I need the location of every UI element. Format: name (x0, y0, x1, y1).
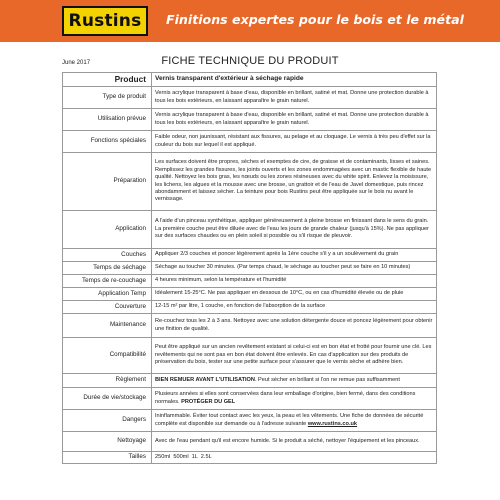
row-label: Compatibilité (63, 338, 152, 374)
row-value: Vernis acrylique transparent à base d'eau, disponible en brillant, satiné et mat. Donne une protection durable à tous les bois extérieurs, en laissant apparaître le grain naturel. (152, 87, 437, 109)
row-value: Avec de l'eau pendant qu'il est encore humide. Si le produit a séché, nettoyer l'équipement et les pinceaux. (152, 432, 437, 452)
table-row (63, 249, 437, 262)
table-row (63, 109, 437, 131)
table-row (63, 410, 437, 432)
row-label: Type de produit (63, 87, 152, 109)
row-label: Product (63, 73, 152, 87)
row-value (152, 410, 437, 432)
row-value: A l'aide d'un pinceau synthétique, appliquer généreusement à pleine brosse en finissant dans le sens du grain. La première couche peut être diluée avec de l'eau les jours de grande chaleur (jusqu'à 15%). Ne pas appliquer sur des surfaces chaudes ou en plein soleil si possible ou s'il risque de pleuvoir. (152, 211, 437, 249)
table-row (63, 314, 437, 338)
row-label: Application Temp (63, 288, 152, 301)
row-value: Re-couchez tous les 2 à 3 ans. Nettoyez avec une solution détergente douce et poncez légèrement pour obtenir une finition de qualité. (152, 314, 437, 338)
document-date: June 2017 (62, 60, 91, 66)
spec-table (62, 72, 437, 464)
row-value: 250ml 500ml 1L 2.5L (152, 452, 437, 464)
row-value: Les surfaces doivent être propres, sèches et exemptes de cire, de graisse et de contaminants, lisses et saines. Remplissez les grandes fissures, les joints ouverts et les zones endommagées avec un mastic flexible de haute qualité. Nettoyez les bois gras, les nœuds ou les zones résineuses avec du white spirit. Enlevez la moisissure, les lichens, les algues et la mousse avec une brosse, un grattoir et de l'eau de Javel domestique, puis rincez abondamment et laissez sécher. La teinture pour bois Rustins peut être appliquée sur le bois nu avant le vernissage. (152, 153, 437, 211)
row-value (152, 388, 437, 410)
table-row (63, 432, 437, 452)
row-label: Durée de vie/stockage (63, 388, 152, 410)
rustins-website-link[interactable]: www.rustins.co.uk (307, 420, 358, 427)
row-label: Application (63, 211, 152, 249)
document-title: FICHE TECHNIQUE DU PRODUIT (161, 55, 339, 67)
row-value: Peut être appliqué sur un ancien revêtement existant si celui-ci est en bon état et frotté pour fournir une clé. Les revêtements qui ne sont pas en bon état doivent être enlevés. En cas d'application sur des produits de préservation du bois, tester sur une petite surface pour s'assurer que le vernis sèche et adhère bien. (152, 338, 437, 374)
storage-note: Plusieurs années si elles sont conservées dans leur emballage d'origine, bien fermé, dans des conditions normales. (155, 391, 416, 405)
table-row (63, 73, 437, 87)
table-row (63, 288, 437, 301)
settlement-note: . Peut sécher en brillant si l'on ne remue pas suffisamment (254, 376, 400, 383)
frost-warning: PROTÉGER DU GEL (181, 398, 236, 405)
table-row (63, 374, 437, 388)
row-label: Nettoyage (63, 432, 152, 452)
row-label: Règlement (63, 374, 152, 388)
stir-warning: BIEN REMUER AVANT L'UTILISATION (155, 376, 255, 383)
row-label: Tailles (63, 452, 152, 464)
table-row (63, 262, 437, 275)
row-label: Couverture (63, 301, 152, 314)
brand-name: Rustins (68, 11, 142, 31)
table-row (63, 338, 437, 374)
table-row (63, 131, 437, 153)
brand-tagline: Finitions expertes pour le bois et le métal (166, 12, 464, 27)
row-value: 12-15 m² par litre, 1 couche, en fonction de l'absorption de la surface (152, 301, 437, 314)
row-value: Vernis acrylique transparent à base d'eau, disponible en brillant, satiné et mat. Donne une protection durable à tous les bois extérieurs, en laissant apparaître le grain naturel. (152, 109, 437, 131)
row-value: 4 heures minimum, selon la température et l'humidité (152, 275, 437, 288)
row-label: Dangers (63, 410, 152, 432)
header-banner (0, 0, 500, 42)
table-row (63, 301, 437, 314)
row-value: Idéalement 15-25°C. Ne pas appliquer en dessous de 10°C, ou en cas d'humidité élevée ou de pluie (152, 288, 437, 301)
row-label: Fonctions spéciales (63, 131, 152, 153)
brand-logo (62, 6, 148, 36)
table-row (63, 452, 437, 464)
table-row (63, 87, 437, 109)
table-row (63, 211, 437, 249)
table-row (63, 153, 437, 211)
hazard-note: Ininflammable. Éviter tout contact avec les yeux, la peau et les vêtements. Une fiche de données de sécurité complète est disponible sur demande ou à l'adresse suivante (155, 413, 424, 427)
row-label: Maintenance (63, 314, 152, 338)
row-value (152, 374, 437, 388)
row-value: Appliquer 2/3 couches et poncer légèrement après la 1ère couche s'il y a un soulèvement du grain (152, 249, 437, 262)
row-label: Temps de séchage (63, 262, 152, 275)
row-value: Séchage au toucher 30 minutes. (Par temps chaud, le séchage au toucher peut se faire en 10 minutes) (152, 262, 437, 275)
row-label: Temps de re-couchage (63, 275, 152, 288)
row-value: Faible odeur, non jaunissant, résistant aux fissures, au pelage et au cloquage. Le vernis à très peu d'effet sur la couleur du bois sur lequel il est appliqué. (152, 131, 437, 153)
table-row (63, 275, 437, 288)
row-label: Préparation (63, 153, 152, 211)
row-value: Vernis transparent d'extérieur à séchage rapide (152, 73, 437, 87)
row-label: Couches (63, 249, 152, 262)
table-row (63, 388, 437, 410)
row-label: Utilisation prévue (63, 109, 152, 131)
